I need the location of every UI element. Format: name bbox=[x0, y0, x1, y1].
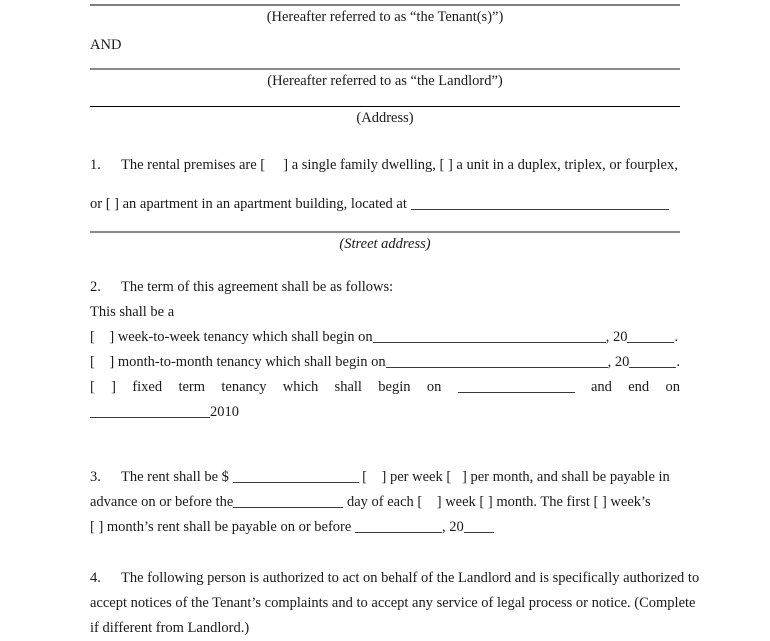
clause-2-fixed-checkbox[interactable]: [ ] bbox=[90, 379, 116, 395]
clause-4-line-1 bbox=[90, 566, 700, 591]
clause-3-rent-amount-blank[interactable] bbox=[233, 469, 359, 483]
clause-2-month-checkbox-open[interactable]: [ bbox=[90, 354, 95, 370]
spacer bbox=[90, 425, 680, 465]
clause-2-week-checkbox-space[interactable] bbox=[95, 329, 110, 345]
clause-2-month-year-prefix: , 20 bbox=[607, 354, 630, 370]
clause-3-line-1 bbox=[90, 465, 680, 490]
clause-2-month-label: month-to-month tenancy which shall begin on bbox=[114, 354, 386, 370]
clause-3-line-3 bbox=[90, 515, 680, 540]
spacer bbox=[90, 255, 680, 275]
clause-3-number: 3. bbox=[90, 469, 101, 485]
spacer bbox=[90, 540, 680, 566]
clause-1-text-a: The rental premises are [ bbox=[121, 157, 266, 173]
document-content bbox=[90, 0, 700, 641]
clause-2-option-month bbox=[90, 350, 680, 375]
clause-3-week-checkbox-space[interactable] bbox=[367, 469, 382, 485]
clause-2-fixed-end-year: 2010 bbox=[210, 404, 239, 420]
clause-2-fixed-end-blank[interactable] bbox=[90, 404, 210, 418]
clause-2-fixed-word-4: shall bbox=[334, 379, 362, 395]
clause-2-number: 2. bbox=[90, 279, 101, 295]
spacer bbox=[90, 129, 680, 153]
clause-2-fixed-word-1: term bbox=[178, 379, 206, 395]
clause-2-week-terminator: . bbox=[674, 329, 679, 345]
clause-4-line-3: if different from Landlord.) bbox=[90, 620, 250, 636]
clause-3-text-i: , 20 bbox=[441, 519, 464, 535]
clause-3-text-a: The rent shall be $ bbox=[121, 469, 229, 485]
clause-1-line-2 bbox=[90, 192, 680, 217]
clause-2-fixed-word-0: fixed bbox=[132, 379, 163, 395]
clause-3-line-2 bbox=[90, 490, 680, 515]
clause-2-month-checkbox-space[interactable] bbox=[95, 354, 110, 370]
clause-2-week-label: week-to-week tenancy which shall begin on bbox=[114, 329, 373, 345]
clause-2-option-fixed bbox=[90, 375, 680, 400]
clause-1-number: 1. bbox=[90, 157, 101, 173]
clause-2-fixed-tail-0: and bbox=[590, 379, 612, 395]
clause-2-week-date-blank[interactable] bbox=[373, 329, 606, 343]
clause-2-heading bbox=[90, 275, 680, 300]
clause-2-month-checkbox-close[interactable]: ] bbox=[109, 354, 115, 370]
clause-2-month-terminator: . bbox=[676, 354, 680, 370]
landlord-caption: (Hereafter referred to as “the Landlord”) bbox=[267, 73, 503, 89]
clause-1-text-c: or [ ] an apartment in an apartment building, located at bbox=[90, 196, 407, 212]
clause-3-first-payment-blank[interactable] bbox=[355, 519, 442, 533]
clause-2-week-year-prefix: , 20 bbox=[605, 329, 628, 345]
spacer bbox=[90, 92, 680, 106]
clause-2-week-checkbox-open[interactable]: [ bbox=[90, 329, 95, 345]
clause-4-line-2: accept notices of the Tenant’s complaints and to accept any service of legal process or notice. (Complete bbox=[90, 595, 696, 611]
clause-2-week-year-blank[interactable] bbox=[627, 329, 674, 343]
clause-2-fixed-word-3: which bbox=[282, 379, 319, 395]
clause-4-number: 4. bbox=[90, 570, 101, 586]
clause-2-fixed-end-line bbox=[90, 400, 680, 425]
street-address-caption: (Street address) bbox=[339, 236, 431, 252]
clause-3-text-h[interactable]: [ ] month’s rent shall be payable on or before bbox=[90, 519, 352, 535]
clause-1-text-b: ] a single family dwelling, [ ] a unit in a duplex, triplex, or fourplex, bbox=[283, 157, 678, 173]
clause-2-subheading: This shall be a bbox=[90, 304, 175, 320]
clause-2-option-week bbox=[90, 325, 680, 350]
clause-2-fixed-word-5: begin bbox=[378, 379, 411, 395]
clause-2-month-date-blank[interactable] bbox=[386, 354, 608, 368]
clause-1-address-blank[interactable] bbox=[411, 196, 669, 210]
clause-2-fixed-tail-1: end bbox=[628, 379, 650, 395]
clause-3-text-e: advance on or before the bbox=[90, 494, 234, 510]
clause-4-text-1: The following person is authorized to act on behalf of the Landlord and is specifically authorized to bbox=[121, 570, 700, 586]
spacer bbox=[90, 178, 680, 192]
clause-3-text-d: ] per month, and shall be payable in bbox=[462, 469, 670, 485]
clause-2-fixed-tail-2: on bbox=[665, 379, 680, 395]
clause-3-each-week-checkbox-space[interactable] bbox=[422, 494, 437, 510]
clause-1-line-1 bbox=[90, 153, 680, 178]
clause-2-week-checkbox-close[interactable]: ] bbox=[109, 329, 115, 345]
clause-3-month-checkbox-space[interactable] bbox=[451, 469, 462, 485]
clause-3-week-checkbox-open[interactable]: [ bbox=[362, 469, 368, 485]
tenant-caption: (Hereafter referred to as “the Tenant(s)”) bbox=[266, 9, 504, 25]
and-label: AND bbox=[90, 37, 122, 53]
clause-2-month-year-blank[interactable] bbox=[629, 354, 676, 368]
clause-3-first-payment-year-blank[interactable] bbox=[464, 519, 494, 533]
clause-3-text-g: ] week [ ] month. The first [ ] week’s bbox=[436, 494, 651, 510]
clause-1-checkbox-single-family[interactable] bbox=[265, 157, 283, 173]
spacer bbox=[90, 217, 680, 231]
clause-2-fixed-begin-blank[interactable] bbox=[458, 379, 575, 393]
spacer bbox=[90, 56, 680, 68]
clause-2-heading-text: The term of this agreement shall be as follows: bbox=[121, 279, 394, 295]
clause-2-fixed-word-2: tenancy bbox=[221, 379, 267, 395]
address-caption: (Address) bbox=[356, 110, 414, 126]
clause-3-text-f[interactable]: day of each [ bbox=[346, 494, 423, 510]
clause-3-text-c[interactable]: ] per week [ bbox=[381, 469, 452, 485]
clause-3-day-blank[interactable] bbox=[233, 494, 343, 508]
clause-2-fixed-word-6: on bbox=[426, 379, 442, 395]
